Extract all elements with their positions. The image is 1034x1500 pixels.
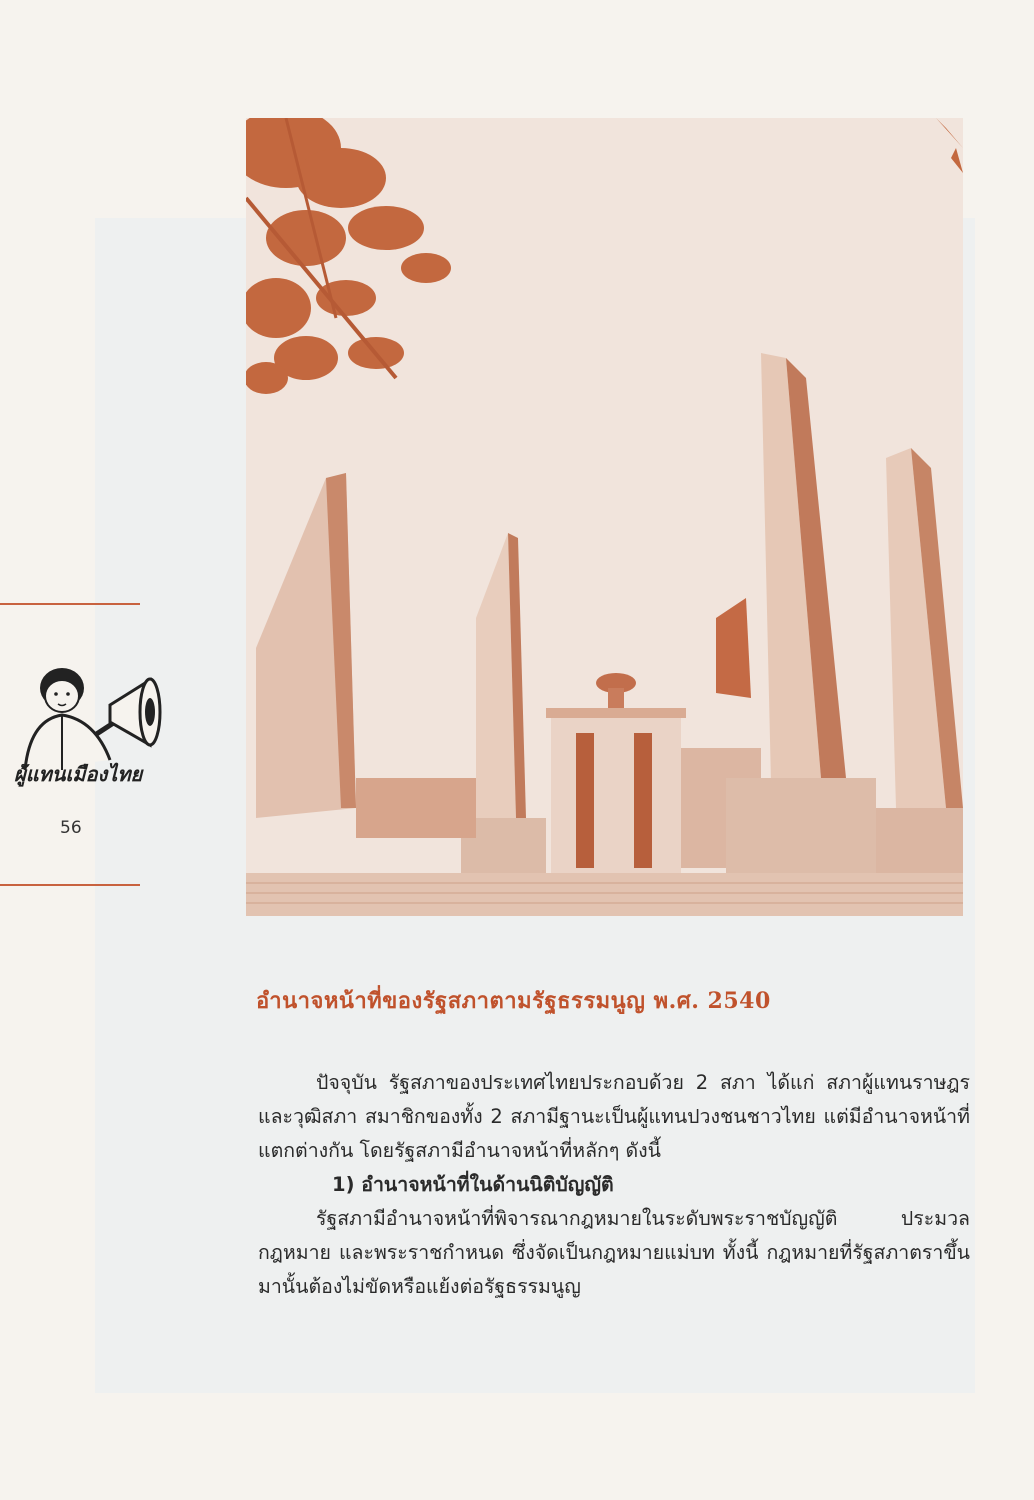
body-text [258,1066,970,1304]
democracy-monument-photo [246,118,963,916]
man-with-megaphone-logo [0,660,165,800]
section-heading: อำนาจหน้าที่ของรัฐสภาตามรัฐธรรมนูญ พ.ศ. 2540 [256,988,771,1014]
mascot-caption: ผู้แทนเมืองไทย [14,762,143,786]
page-number: 56 [60,818,82,838]
margin-rule-bottom [0,884,140,886]
margin-rule-top [0,603,140,605]
sub-heading-legislative: 1) อำนาจหน้าที่ในด้านนิติบัญญัติ [332,1173,614,1196]
legislative-paragraph: รัฐสภามีอำนาจหน้าที่พิจารณากฎหมายในระดับพระราชบัญญัติ ประมวลกฎหมาย และพระราชกำหนด ซึ่งจัดเป็นกฎหมายแม่บท ทั้งนี้ กฎหมายที่รัฐสภาตราขึ้นมานั้นต้องไม่ขัดหรือแย้งต่อรัฐธรรมนูญ [258,1207,970,1298]
intro-paragraph: ปัจจุบัน รัฐสภาของประเทศไทยประกอบด้วย 2 สภา ได้แก่ สภาผู้แทนราษฎรและวุฒิสภา สมาชิกของทั้ง 2 สภามีฐานะเป็นผู้แทนปวงชนชาวไทย แต่มีอำนาจหน้าที่แตกต่างกัน โดยรัฐสภามีอำนาจหน้าที่หลักๆ ดังนี้ [258,1071,970,1162]
monument-illustration [246,118,963,916]
